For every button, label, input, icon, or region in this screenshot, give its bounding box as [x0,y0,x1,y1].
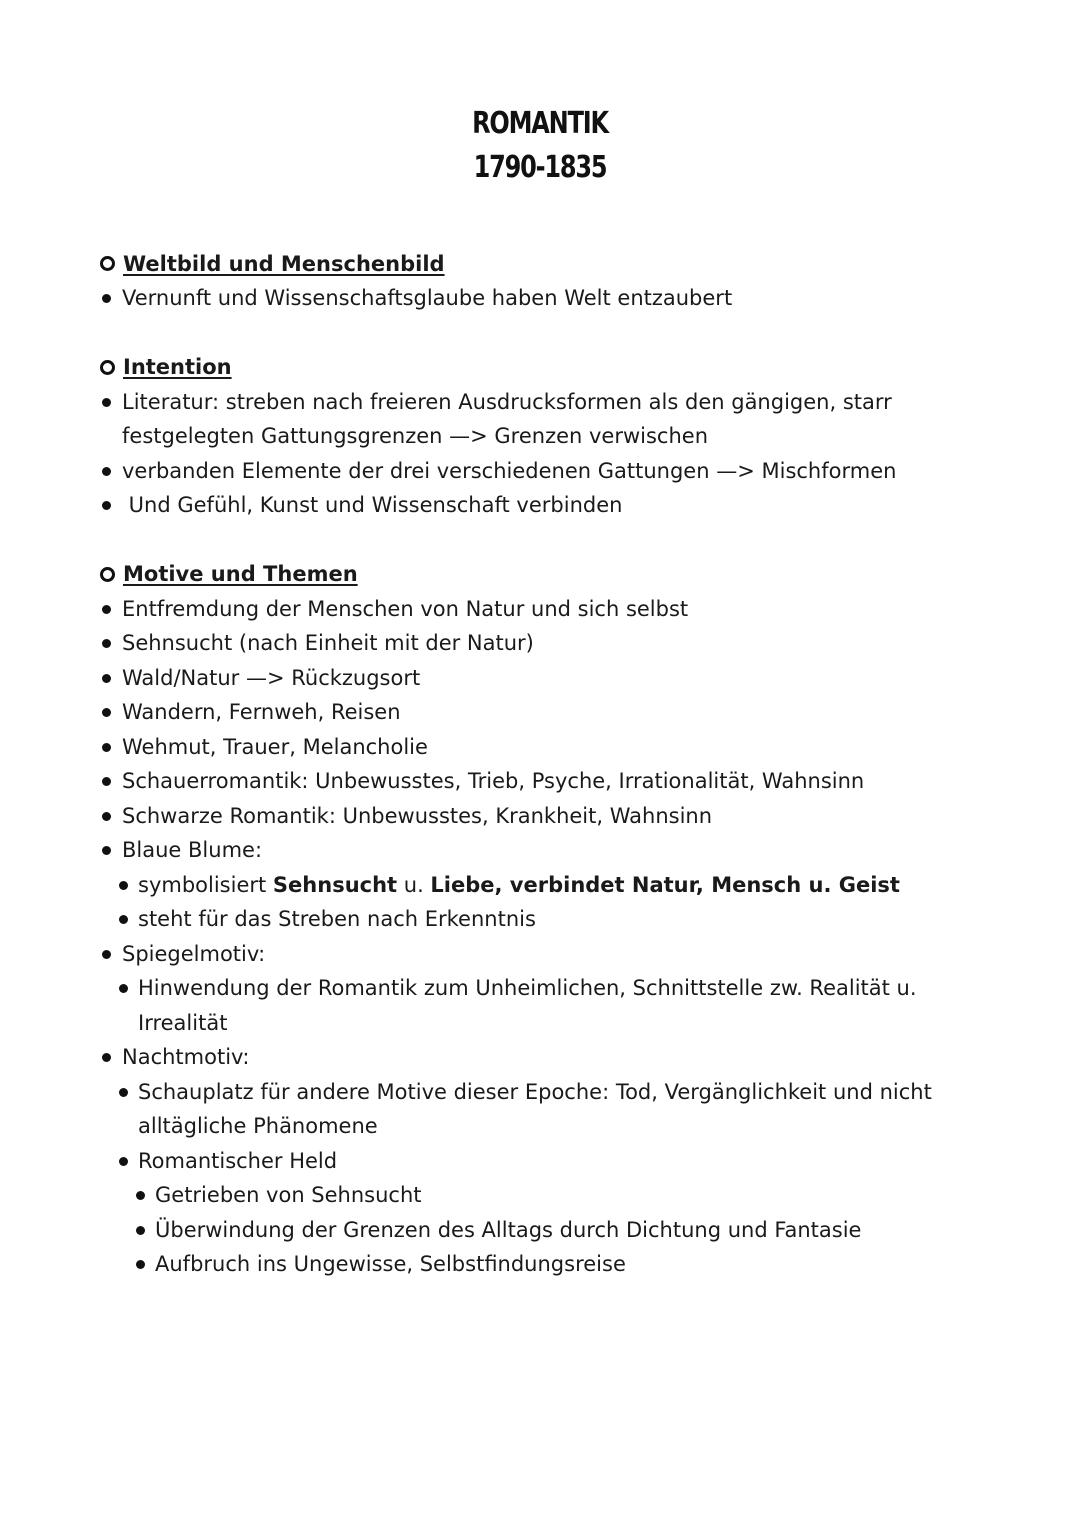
section-title: Weltbild und Menschenbild [123,251,445,276]
list-item: Schwarze Romantik: Unbewusstes, Krankheit, Wahnsinn [100,799,1000,834]
bullet-dot-icon [119,1157,128,1166]
bullet-dot-icon [102,812,111,821]
list-item: Wehmut, Trauer, Melancholie [100,730,1000,765]
section-title: Motive und Themen [123,562,358,586]
list-item: verbanden Elemente der drei verschiedenen Gattungen —> Mischformen [100,454,1000,489]
bullet-dot-icon [119,1088,128,1097]
bullet-list [100,592,1000,1282]
list-item: Sehnsucht (nach Einheit mit der Natur) [100,626,1000,661]
section-heading [100,350,1000,385]
bullet-dot-icon [136,1191,145,1200]
list-item: Literatur: streben nach freieren Ausdrucksformen als den gängigen, starr festgelegten Gattungsgrenzen —> Grenzen verwischen [100,385,1000,454]
bullet-dot-icon [102,639,111,648]
bullet-dot-icon [102,294,111,303]
bullet-dot-icon [136,1226,145,1235]
page-title: ROMANTIK [472,106,608,141]
list-item: Hinwendung der Romantik zum Unheimlichen, Schnittstelle zw. Realität u. Irrealität [100,971,1000,1040]
list-item: Getrieben von Sehnsucht [100,1178,1000,1213]
list-item: Wandern, Fernweh, Reisen [100,695,1000,730]
circle-bullet-icon [100,360,115,375]
list-item: Überwindung der Grenzen des Alltags durch Dichtung und Fantasie [100,1213,1000,1248]
notes-content [100,246,1000,1316]
section-weltbild [100,246,1000,316]
list-item: Und Gefühl, Kunst und Wissenschaft verbinden [100,488,1000,523]
title-block [0,102,1080,190]
bullet-dot-icon [102,708,111,717]
list-item: Romantischer Held [100,1144,1000,1179]
list-item: Vernunft und Wissenschaftsglaube haben Welt entzaubert [100,281,1000,316]
list-item: Spiegelmotiv: [100,937,1000,972]
bullet-dot-icon [102,467,111,476]
bullet-dot-icon [102,950,111,959]
list-item: Wald/Natur —> Rückzugsort [100,661,1000,696]
bullet-list [100,385,1000,523]
bullet-dot-icon [102,1053,111,1062]
bullet-dot-icon [119,881,128,890]
epoch-years: 1790-1835 [473,150,607,185]
bullet-dot-icon [119,915,128,924]
bullet-dot-icon [102,605,111,614]
section-title: Intention [123,355,232,379]
section-heading [100,557,1000,592]
list-item: Entfremdung der Menschen von Natur und sich selbst [100,592,1000,627]
section-motive [100,557,1000,1282]
bullet-dot-icon [136,1260,145,1269]
list-item: Aufbruch ins Ungewisse, Selbstfindungsreise [100,1247,1000,1282]
list-item: Schauplatz für andere Motive dieser Epoche: Tod, Vergänglichkeit und nicht alltägliche Phänomene [100,1075,1000,1144]
list-item: Schauerromantik: Unbewusstes, Trieb, Psyche, Irrationalität, Wahnsinn [100,764,1000,799]
circle-bullet-icon [100,256,115,271]
bullet-dot-icon [102,674,111,683]
circle-bullet-icon [100,567,115,582]
bullet-dot-icon [102,398,111,407]
list-item: symbolisiert Sehnsucht u. Liebe, verbindet Natur, Mensch u. Geist [100,868,1000,903]
bullet-dot-icon [102,777,111,786]
section-intention [100,350,1000,523]
section-heading [100,246,1000,281]
list-item: Blaue Blume: [100,833,1000,868]
bullet-dot-icon [102,743,111,752]
list-item: steht für das Streben nach Erkenntnis [100,902,1000,937]
bullet-dot-icon [119,984,128,993]
list-item: Nachtmotiv: [100,1040,1000,1075]
bullet-dot-icon [102,846,111,855]
bullet-dot-icon [102,501,111,510]
bullet-list [100,281,1000,316]
